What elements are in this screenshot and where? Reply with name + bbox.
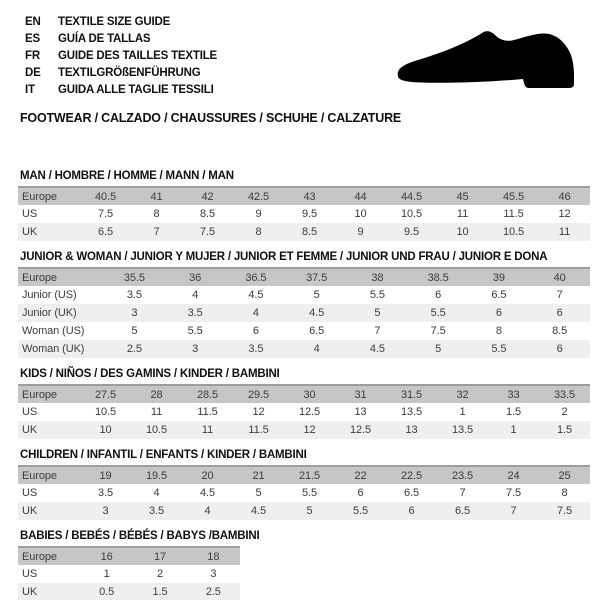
size-value-cell: 9.5: [302, 208, 317, 220]
size-value-cell: 6.5: [98, 226, 113, 238]
size-value-cell: 10.5: [400, 208, 422, 220]
table-row: [18, 484, 590, 502]
size-value-cell: 22.5: [386, 466, 437, 484]
size-value-cell: 38: [347, 268, 408, 286]
size-value-cell: 11: [201, 424, 214, 436]
size-value-cell: 7.5: [98, 208, 113, 220]
table-row: [18, 286, 590, 304]
row-label-cell: Europe: [18, 385, 80, 403]
size-value-cell: 28.5: [182, 385, 233, 403]
size-value-cell: 29.5: [233, 385, 284, 403]
size-table-man: [18, 186, 590, 241]
size-value-cell: 0.5: [99, 586, 115, 598]
size-value-cell: 28: [131, 385, 182, 403]
size-value-cell: 35.5: [104, 268, 165, 286]
size-value-cell: 11: [150, 406, 163, 418]
table-title-children: CHILDREN / INFANTIL / ENFANTS / KINDER / BAMBINI: [20, 449, 307, 461]
size-value-cell: 13.5: [400, 406, 422, 418]
size-value-cell: 19.5: [131, 466, 182, 484]
size-value-cell: 3: [192, 343, 199, 355]
size-value-cell: 43: [284, 187, 335, 205]
size-value-cell: 11.5: [197, 406, 218, 418]
size-section-kids: [18, 368, 590, 439]
table-row: [18, 205, 590, 223]
size-value-cell: 7: [153, 226, 160, 238]
size-value-cell: 5: [131, 325, 138, 337]
size-value-cell: 5: [374, 307, 381, 319]
size-value-cell: 8: [561, 487, 568, 499]
size-value-cell: 30: [284, 385, 335, 403]
size-value-cell: 6: [495, 307, 502, 319]
size-value-cell: 7.5: [200, 226, 215, 238]
size-value-cell: 4.5: [251, 505, 266, 517]
size-value-cell: 41: [131, 187, 182, 205]
language-row-it: [25, 81, 217, 98]
size-value-cell: 3.5: [149, 505, 164, 517]
size-value-cell: 12.5: [349, 424, 371, 436]
size-value-cell: 39: [469, 268, 530, 286]
row-label-cell: Europe: [18, 547, 80, 565]
size-value-cell: 40: [529, 268, 590, 286]
size-value-cell: 32: [437, 385, 488, 403]
size-value-cell: 9: [357, 226, 364, 238]
size-value-cell: 7: [374, 325, 381, 337]
language-code: EN: [25, 15, 41, 28]
size-value-cell: 1.5: [557, 424, 572, 436]
size-value-cell: 12: [303, 424, 316, 436]
size-value-cell: 1: [510, 424, 517, 436]
size-value-cell: 44.5: [386, 187, 437, 205]
size-value-cell: 44: [335, 187, 386, 205]
size-value-cell: 10: [99, 424, 112, 436]
size-value-cell: 45: [437, 187, 488, 205]
language-list: [25, 13, 217, 98]
size-value-cell: 9.5: [404, 226, 419, 238]
language-code: DE: [25, 66, 41, 79]
row-label-cell: Woman (US): [22, 325, 85, 337]
size-value-cell: 5.5: [430, 307, 446, 319]
row-label-cell: UK: [22, 505, 38, 517]
size-value-cell: 31: [335, 385, 386, 403]
size-value-cell: 13.5: [451, 424, 473, 436]
size-value-cell: 5: [255, 487, 262, 499]
row-label-cell: Europe: [18, 187, 80, 205]
size-value-cell: 23.5: [437, 466, 488, 484]
row-label-cell: Europe: [18, 466, 80, 484]
size-value-cell: 3: [102, 505, 109, 517]
size-value-cell: 11: [456, 208, 469, 220]
size-value-cell: 38.5: [408, 268, 469, 286]
size-value-cell: 31.5: [386, 385, 437, 403]
size-value-cell: 1: [103, 568, 110, 580]
table-row: [18, 502, 590, 520]
table-title-junior-woman: JUNIOR & WOMAN / JUNIOR Y MUJER / JUNIOR ET FEMME / JUNIOR UND FRAU / JUNIOR E DONA: [20, 251, 548, 263]
size-value-cell: 6.5: [455, 505, 470, 517]
size-value-cell: 40.5: [80, 187, 131, 205]
language-row-en: [25, 13, 217, 30]
size-value-cell: 8: [153, 208, 160, 220]
size-value-cell: 42.5: [233, 187, 284, 205]
size-value-cell: 4.5: [369, 343, 385, 355]
size-value-cell: 21.5: [284, 466, 335, 484]
size-value-cell: 6.5: [491, 289, 507, 301]
table-row: [18, 583, 240, 600]
table-title-kids: KIDS / NIÑOS / DES GAMINS / KINDER / BAMBINI: [20, 368, 280, 380]
size-table-kids: [18, 384, 590, 439]
table-row: [18, 565, 240, 583]
size-value-cell: 5.5: [491, 343, 507, 355]
size-value-cell: 5.5: [302, 487, 317, 499]
size-value-cell: 10.5: [94, 406, 116, 418]
table-row: [18, 322, 590, 340]
size-section-babies: [18, 530, 590, 600]
table-row: [18, 223, 590, 241]
size-value-cell: 46: [539, 187, 590, 205]
language-label: GUÍA DE TALLAS: [58, 32, 151, 45]
size-value-cell: 10.5: [502, 226, 524, 238]
language-label: GUIDE DES TAILLES TEXTILE: [58, 49, 217, 62]
size-tables: [18, 170, 590, 600]
language-row-es: [25, 30, 217, 47]
size-value-cell: 4: [153, 487, 160, 499]
category-title: FOOTWEAR / CALZADO / CHAUSSURES / SCHUHE / CALZATURE: [20, 111, 402, 125]
size-value-cell: 1: [459, 406, 466, 418]
size-value-cell: 16: [80, 547, 133, 565]
table-row: [18, 268, 590, 286]
size-value-cell: 21: [233, 466, 284, 484]
row-label-cell: US: [22, 487, 38, 499]
size-value-cell: 10: [456, 226, 469, 238]
size-value-cell: 6: [435, 289, 442, 301]
row-label-cell: UK: [22, 586, 38, 598]
size-value-cell: 33: [488, 385, 539, 403]
size-value-cell: 12.5: [298, 406, 320, 418]
size-value-cell: 4: [204, 505, 211, 517]
row-label-cell: UK: [22, 226, 38, 238]
size-value-cell: 12: [558, 208, 571, 220]
language-code: FR: [25, 49, 40, 62]
size-value-cell: 3.5: [248, 343, 264, 355]
size-value-cell: 22: [335, 466, 386, 484]
size-value-cell: 20: [182, 466, 233, 484]
size-value-cell: 6: [556, 307, 563, 319]
table-row: [18, 304, 590, 322]
size-value-cell: 4.5: [200, 487, 215, 499]
language-label: GUIDA ALLE TAGLIE TESSILI: [58, 83, 214, 96]
language-label: TEXTILGRÖßENFÜHRUNG: [58, 66, 201, 79]
size-table-children: [18, 465, 590, 520]
table-row: [18, 187, 590, 205]
size-value-cell: 3: [210, 568, 217, 580]
size-value-cell: 8.5: [552, 325, 568, 337]
size-section-man: [18, 170, 590, 241]
size-value-cell: 2.5: [205, 586, 221, 598]
row-label-cell: US: [22, 208, 38, 220]
size-value-cell: 7.5: [506, 487, 521, 499]
size-value-cell: 2.5: [126, 343, 142, 355]
row-label-cell: Junior (UK): [22, 307, 77, 319]
size-value-cell: 7.5: [557, 505, 572, 517]
dress-shoe-icon: [395, 30, 578, 97]
size-value-cell: 36: [165, 268, 226, 286]
size-value-cell: 3: [131, 307, 138, 319]
size-value-cell: 8.5: [200, 208, 215, 220]
size-value-cell: 13: [354, 406, 367, 418]
size-value-cell: 6: [556, 343, 563, 355]
table-row: [18, 340, 590, 358]
size-value-cell: 4.5: [309, 307, 325, 319]
size-value-cell: 3.5: [98, 487, 113, 499]
row-label-cell: Junior (US): [22, 289, 77, 301]
size-value-cell: 5: [306, 505, 313, 517]
size-value-cell: 3.5: [126, 289, 142, 301]
table-row: [18, 403, 590, 421]
size-value-cell: 6: [408, 505, 415, 517]
row-label-cell: US: [22, 568, 38, 580]
size-table-babies: [18, 546, 240, 600]
size-value-cell: 7: [510, 505, 517, 517]
size-value-cell: 12: [252, 406, 265, 418]
size-section-junior-woman: [18, 251, 590, 358]
row-label-cell: UK: [22, 424, 38, 436]
size-value-cell: 37.5: [286, 268, 347, 286]
size-value-cell: 8: [255, 226, 262, 238]
size-value-cell: 17: [133, 547, 186, 565]
row-label-cell: Woman (UK): [22, 343, 85, 355]
size-value-cell: 19: [80, 466, 131, 484]
size-value-cell: 25: [539, 466, 590, 484]
size-value-cell: 7.5: [430, 325, 446, 337]
size-value-cell: 24: [488, 466, 539, 484]
language-label: TEXTILE SIZE GUIDE: [58, 15, 171, 28]
size-value-cell: 36.5: [226, 268, 287, 286]
language-row-de: [25, 64, 217, 81]
table-title-babies: BABIES / BEBÉS / BÉBÉS / BABYS /BAMBINI: [20, 530, 260, 542]
size-value-cell: 4: [313, 343, 320, 355]
size-section-children: [18, 449, 590, 520]
table-row: [18, 421, 590, 439]
size-value-cell: 8.5: [302, 226, 317, 238]
size-value-cell: 13: [405, 424, 418, 436]
table-row: [18, 466, 590, 484]
size-value-cell: 18: [187, 547, 240, 565]
size-value-cell: 2: [561, 406, 568, 418]
size-value-cell: 4.5: [248, 289, 264, 301]
size-value-cell: 45.5: [488, 187, 539, 205]
size-value-cell: 5.5: [353, 505, 368, 517]
size-value-cell: 3.5: [187, 307, 203, 319]
language-code: IT: [25, 83, 35, 96]
size-value-cell: 7: [556, 289, 563, 301]
size-value-cell: 11.5: [503, 208, 524, 220]
size-value-cell: 7: [459, 487, 466, 499]
size-value-cell: 5: [435, 343, 442, 355]
size-value-cell: 10: [354, 208, 367, 220]
size-value-cell: 1.5: [152, 586, 168, 598]
size-value-cell: 5.5: [187, 325, 203, 337]
size-value-cell: 1.5: [506, 406, 521, 418]
row-label-cell: US: [22, 406, 38, 418]
size-table-junior-woman: [18, 267, 590, 358]
table-row: [18, 385, 590, 403]
size-value-cell: 9: [255, 208, 262, 220]
size-value-cell: 6.5: [404, 487, 419, 499]
table-row: [18, 547, 240, 565]
size-value-cell: 33.5: [539, 385, 590, 403]
size-value-cell: 6.5: [309, 325, 325, 337]
language-code: ES: [25, 32, 40, 45]
size-value-cell: 5: [313, 289, 320, 301]
size-value-cell: 11.5: [248, 424, 269, 436]
size-value-cell: 4: [192, 289, 199, 301]
size-value-cell: 4: [252, 307, 259, 319]
size-value-cell: 6: [357, 487, 364, 499]
size-value-cell: 10.5: [145, 424, 167, 436]
size-value-cell: 6: [252, 325, 259, 337]
size-value-cell: 11: [558, 226, 571, 238]
row-label-cell: Europe: [18, 268, 104, 286]
language-row-fr: [25, 47, 217, 64]
size-value-cell: 2: [156, 568, 163, 580]
size-value-cell: 8: [495, 325, 502, 337]
size-value-cell: 42: [182, 187, 233, 205]
table-title-man: MAN / HOMBRE / HOMME / MANN / MAN: [20, 170, 234, 182]
size-value-cell: 27.5: [80, 385, 131, 403]
size-value-cell: 5.5: [369, 289, 385, 301]
